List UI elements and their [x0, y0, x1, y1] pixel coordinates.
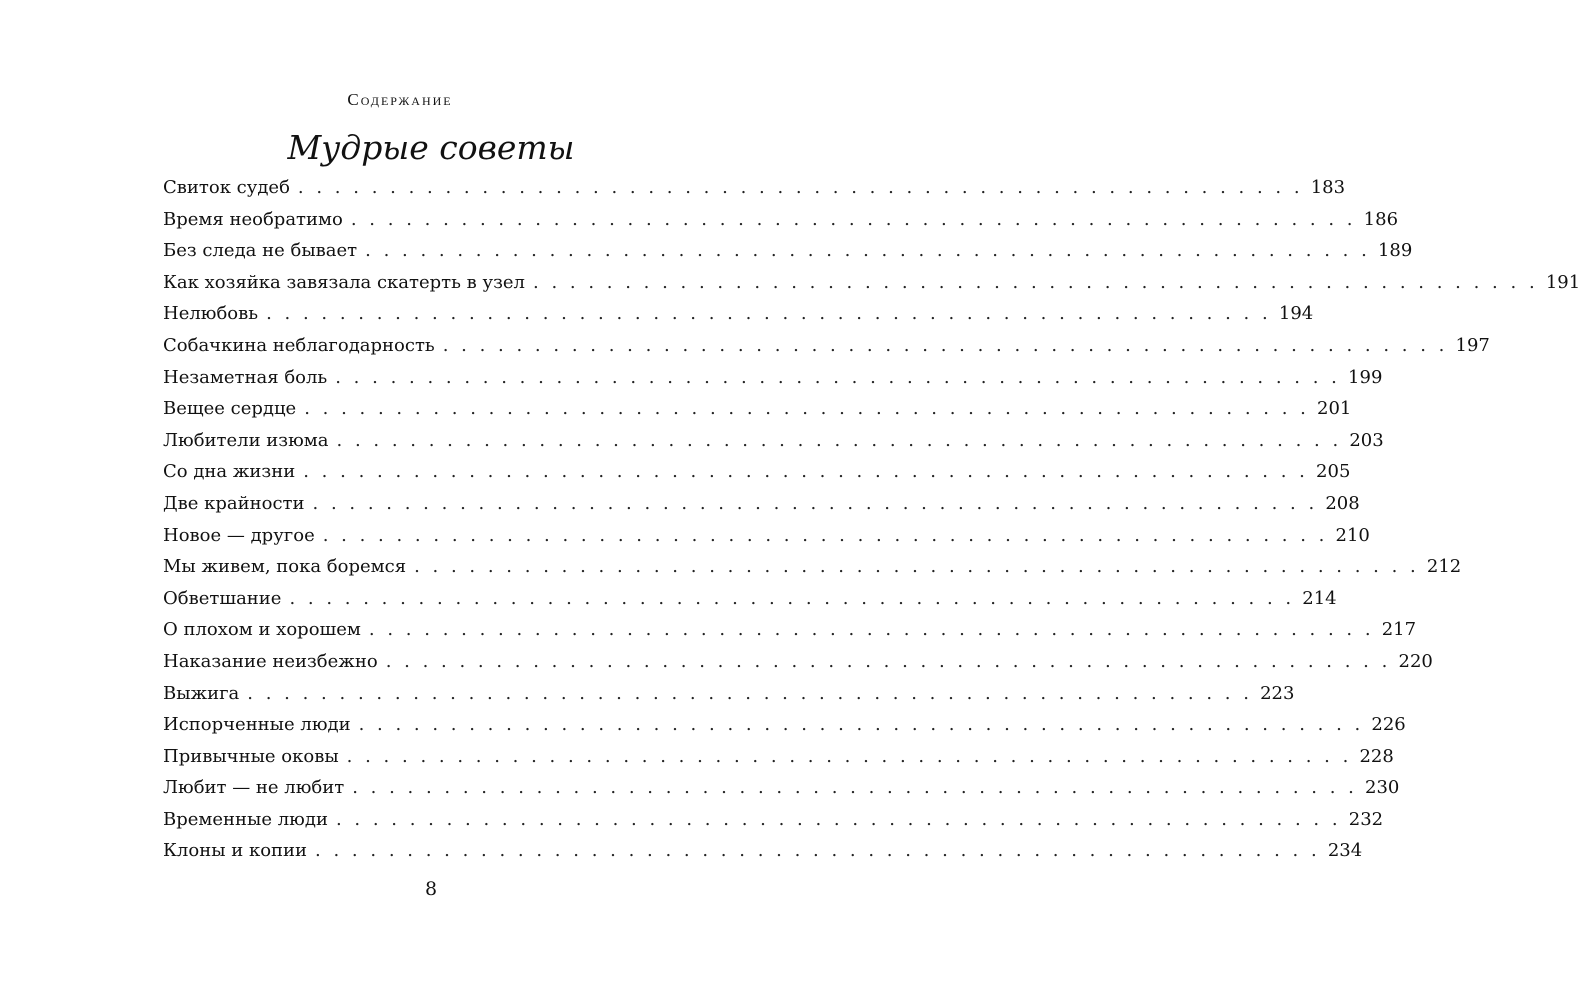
- toc-dot-leader: . . . . . . . . . . . . . . . . . . . . . . . . . . . . . . . . . . . . . . . . . . . . . . . . . . . . . . .: [304, 398, 1310, 420]
- toc-entry-title: Клоны и копии: [163, 840, 308, 862]
- toc-entry-page: 183: [1310, 177, 1346, 198]
- toc-dot-leader: . . . . . . . . . . . . . . . . . . . . . . . . . . . . . . . . . . . . . . . . . . . . . . . . . . . . . . .: [350, 208, 1357, 230]
- toc-dot-leader: . . . . . . . . . . . . . . . . . . . . . . . . . . . . . . . . . . . . . . . . . . . . . . . . . . . . . . .: [352, 777, 1358, 799]
- toc-entry-title: Время необратимо: [163, 208, 343, 230]
- toc-entry-page: 228: [1359, 745, 1394, 767]
- running-head: Содержание: [347, 90, 453, 109]
- toc-entry-title: Новое — другое: [163, 524, 315, 546]
- toc-entry-title: Любители изюма: [163, 429, 329, 451]
- toc-dot-leader: . . . . . . . . . . . . . . . . . . . . . . . . . . . . . . . . . . . . . . . . . . . . . . . . . . . . . . .: [414, 556, 1420, 578]
- toc-entry: [163, 267, 1580, 299]
- toc-dot-leader: . . . . . . . . . . . . . . . . . . . . . . . . . . . . . . . . . . . . . . . . . . . . . . . . . . . . . . .: [312, 492, 1318, 514]
- toc-dot-leader: . . . . . . . . . . . . . . . . . . . . . . . . . . . . . . . . . . . . . . . . . . . . . . . . . . . . . . .: [346, 745, 1352, 767]
- toc-entry: [163, 804, 1384, 836]
- toc-entry-page: 217: [1381, 619, 1417, 641]
- toc-entry-title: Любит — не любит: [163, 777, 345, 799]
- toc-entry: [163, 741, 1394, 773]
- toc-entry: [163, 362, 1383, 394]
- toc-dot-leader: . . . . . . . . . . . . . . . . . . . . . . . . . . . . . . . . . . . . . . . . . . . . . . . . . . . . . . .: [385, 650, 1391, 672]
- toc-entry-title: Обветшание: [163, 587, 282, 609]
- toc-dot-leader: . . . . . . . . . . . . . . . . . . . . . . . . . . . . . . . . . . . . . . . . . . . . . . . . . . . . . . .: [336, 429, 1342, 451]
- toc-dot-leader: . . . . . . . . . . . . . . . . . . . . . . . . . . . . . . . . . . . . . . . . . . . . . . . . . . . . . . .: [533, 271, 1539, 293]
- toc-entry-page: 208: [1325, 492, 1360, 514]
- toc-entry-page: 191: [1545, 271, 1580, 293]
- toc-entry-page: 232: [1348, 808, 1384, 830]
- toc-entry: [163, 172, 1346, 204]
- toc-entry: [163, 330, 1490, 362]
- toc-entry-title: Выжига: [163, 682, 240, 704]
- toc-entry-title: Свиток судеб: [163, 177, 290, 198]
- toc-entry-title: Незаметная боль: [163, 366, 328, 388]
- toc-entry: [163, 646, 1433, 678]
- toc-dot-leader: . . . . . . . . . . . . . . . . . . . . . . . . . . . . . . . . . . . . . . . . . . . . . . . . . . . . . . .: [297, 177, 1304, 198]
- toc-dot-leader: . . . . . . . . . . . . . . . . . . . . . . . . . . . . . . . . . . . . . . . . . . . . . . . . . . . . . . .: [322, 524, 1328, 546]
- toc-entry-page: 220: [1398, 650, 1433, 672]
- toc-entry-title: Со дна жизни: [163, 461, 296, 483]
- toc-entry: [163, 520, 1370, 552]
- toc-entry-page: 214: [1302, 587, 1337, 609]
- toc-entry-page: 234: [1327, 840, 1363, 862]
- toc-entry-page: 189: [1377, 240, 1413, 262]
- toc-entry-title: Собачкина неблагодарность: [163, 334, 435, 356]
- toc-entry: [163, 488, 1360, 520]
- toc-entry: [163, 425, 1384, 457]
- toc-entry-page: 210: [1335, 524, 1370, 546]
- toc-entry: [163, 709, 1406, 741]
- toc-dot-leader: . . . . . . . . . . . . . . . . . . . . . . . . . . . . . . . . . . . . . . . . . . . . . . . . . . . . . . .: [335, 366, 1341, 388]
- toc-dot-leader: . . . . . . . . . . . . . . . . . . . . . . . . . . . . . . . . . . . . . . . . . . . . . . . . . . . . . . .: [335, 808, 1342, 830]
- toc-entry: [163, 614, 1417, 646]
- toc-entry-page: 199: [1348, 366, 1383, 388]
- toc-entry-title: Наказание неизбежно: [163, 650, 378, 672]
- toc-entry: [163, 772, 1400, 804]
- toc-dot-leader: . . . . . . . . . . . . . . . . . . . . . . . . . . . . . . . . . . . . . . . . . . . . . . . . . . . . . . .: [266, 303, 1272, 325]
- page-number: 8: [424, 878, 438, 900]
- toc-entry-title: Нелюбовь: [163, 303, 259, 325]
- toc-dot-leader: . . . . . . . . . . . . . . . . . . . . . . . . . . . . . . . . . . . . . . . . . . . . . . . . . . . . . . .: [315, 840, 1321, 862]
- toc-entry: [163, 298, 1314, 330]
- toc-entry: [163, 678, 1295, 710]
- toc-entry-page: 194: [1278, 303, 1314, 325]
- toc-entry-page: 197: [1455, 334, 1490, 356]
- toc-entry-title: О плохом и хорошем: [163, 619, 361, 641]
- toc-dot-leader: . . . . . . . . . . . . . . . . . . . . . . . . . . . . . . . . . . . . . . . . . . . . . . . . . . . . . . .: [358, 714, 1364, 736]
- toc-dot-leader: . . . . . . . . . . . . . . . . . . . . . . . . . . . . . . . . . . . . . . . . . . . . . . . . . . . . . . .: [368, 619, 1375, 641]
- toc-entry-page: 201: [1317, 398, 1352, 420]
- toc-dot-leader: . . . . . . . . . . . . . . . . . . . . . . . . . . . . . . . . . . . . . . . . . . . . . . . . . . . . . . .: [365, 240, 1371, 262]
- table-of-contents: [163, 172, 1580, 867]
- toc-entry-title: Как хозяйка завязала скатерть в узел: [163, 271, 525, 293]
- toc-entry: [163, 583, 1337, 615]
- toc-entry-page: 186: [1363, 208, 1399, 230]
- toc-entry-page: 203: [1349, 429, 1384, 451]
- toc-entry: [163, 204, 1399, 236]
- toc-entry-title: Привычные оковы: [163, 745, 339, 767]
- toc-entry-page: 212: [1426, 556, 1462, 578]
- toc-entry: [163, 835, 1363, 867]
- toc-entry-page: 223: [1260, 682, 1295, 704]
- toc-dot-leader: . . . . . . . . . . . . . . . . . . . . . . . . . . . . . . . . . . . . . . . . . . . . . . . . . . . . . . .: [303, 461, 1309, 483]
- toc-entry-page: 226: [1371, 714, 1406, 736]
- toc-entry-title: Две крайности: [163, 492, 305, 514]
- toc-dot-leader: . . . . . . . . . . . . . . . . . . . . . . . . . . . . . . . . . . . . . . . . . . . . . . . . . . . . . . .: [442, 334, 1448, 356]
- toc-entry: [163, 393, 1352, 425]
- toc-entry-title: Испорченные люди: [163, 714, 351, 736]
- toc-entry-title: Вещее сердце: [163, 398, 297, 420]
- toc-entry-title: Временные люди: [163, 808, 328, 830]
- toc-dot-leader: . . . . . . . . . . . . . . . . . . . . . . . . . . . . . . . . . . . . . . . . . . . . . . . . . . . . . . .: [289, 587, 1295, 609]
- toc-entry-page: 205: [1316, 461, 1351, 483]
- toc-entry: [163, 551, 1462, 583]
- toc-entry-page: 230: [1365, 777, 1400, 799]
- toc-entry: [163, 456, 1351, 488]
- toc-entry: [163, 235, 1413, 267]
- section-title: Мудрые советы: [287, 128, 575, 167]
- toc-entry-title: Мы живем, пока боремся: [163, 556, 407, 578]
- toc-entry-title: Без следа не бывает: [163, 240, 358, 262]
- toc-dot-leader: . . . . . . . . . . . . . . . . . . . . . . . . . . . . . . . . . . . . . . . . . . . . . . . . . . . . . . .: [247, 682, 1253, 704]
